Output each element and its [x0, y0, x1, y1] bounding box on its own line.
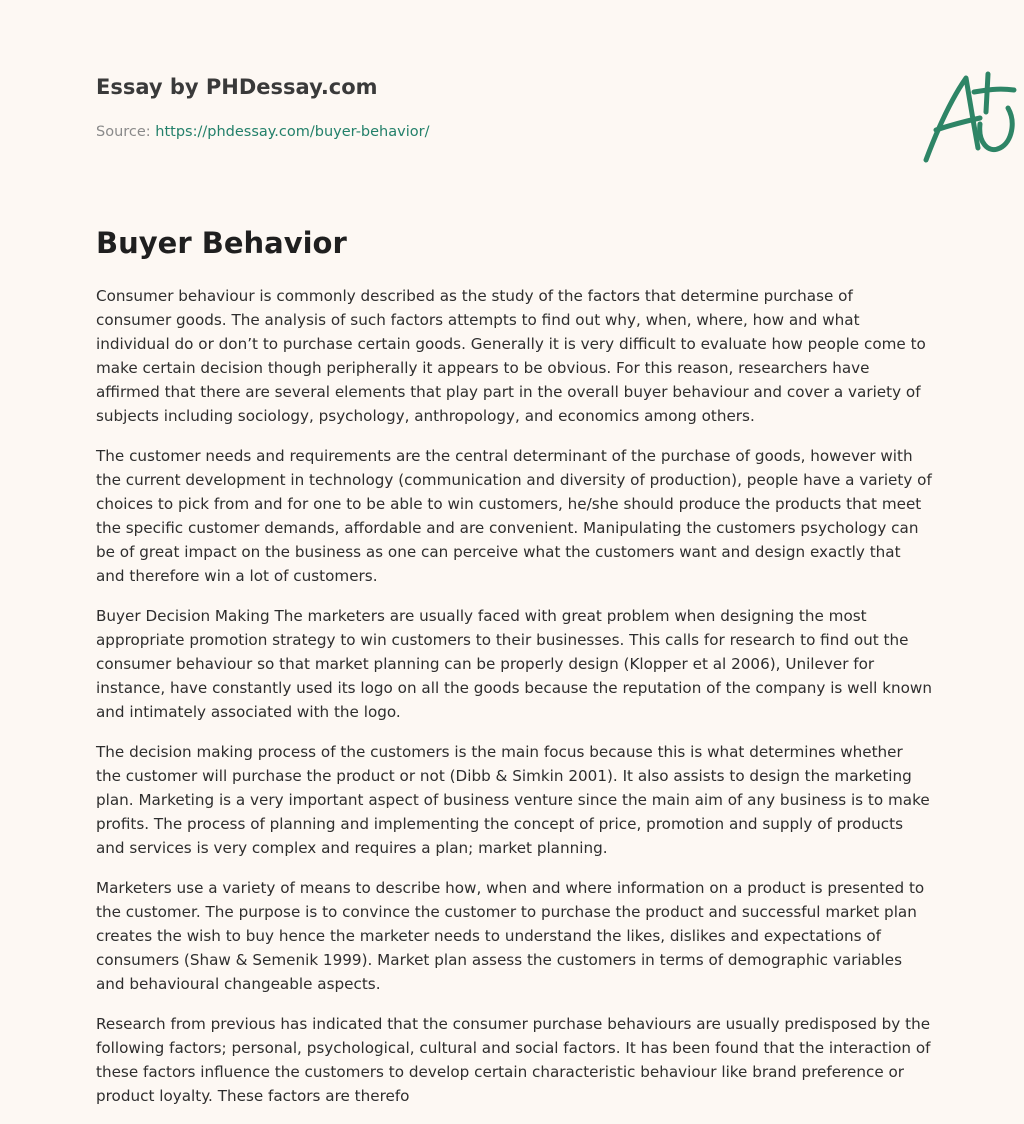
essay-paragraph: The customer needs and requirements are the central determinant of the purchase of goods, however with the current development in technology (communication and diversity of production), people have a variety of choices to pick from and for one to be able to win customers, he/she should produce the products that meet the specific customer demands, affordable and are convenient. Manipulating the customers psychology can be of great impact on the business as one can perceive what the customers want and design exactly that and therefore win a lot of customers. — [96, 447, 932, 585]
source-line — [96, 124, 429, 140]
essay-body — [96, 284, 932, 1124]
source-label: Source: — [96, 124, 156, 140]
essay-paragraph: Research from previous has indicated that the consumer purchase behaviours are usually predisposed by the following factors; personal, psychological, cultural and social factors. It has been found that the interaction of these factors influence the customers to develop certain characteristic behaviour like brand preference or product loyalty. These factors are therefo — [96, 1015, 931, 1105]
essay-title: Buyer Behavior — [96, 226, 347, 260]
essay-paragraph: Consumer behaviour is commonly described as the study of the factors that determine purchase of consumer goods. The analysis of such factors attempts to find out why, when, where, how and what individual do or don’t to purchase certain goods. Generally it is very difficult to evaluate how people come to make certain decision though peripherally it appears to be obvious. For this reason, researchers have affirmed that there are several elements that play part in the overall buyer behaviour and cover a variety of subjects including sociology, psychology, anthropology, and economics among others. — [96, 287, 926, 425]
site-title: Essay by PHDessay.com — [96, 75, 378, 99]
a-plus-logo-icon — [918, 68, 1022, 166]
essay-paragraph: Buyer Decision Making The marketers are usually faced with great problem when designing the most appropriate promotion strategy to win customers to their businesses. This calls for research to find out the consumer behaviour so that market planning can be properly design (Klopper et al 2006), Unilever for instance, have constantly used its logo on all the goods because the reputation of the company is well known and intimately associated with the logo. — [96, 607, 932, 721]
source-link[interactable]: https://phdessay.com/buyer-behavior/ — [155, 124, 430, 140]
essay-paragraph: The decision making process of the customers is the main focus because this is what determines whether the customer will purchase the product or not (Dibb & Simkin 2001). It also assists to design the marketing plan. Marketing is a very important aspect of business venture since the main aim of any business is to make profits. The process of planning and implementing the concept of price, promotion and supply of products and services is very complex and requires a plan; market planning. — [96, 743, 930, 857]
essay-paragraph: Marketers use a variety of means to describe how, when and where information on a product is presented to the customer. The purpose is to convince the customer to purchase the product and successful market plan creates the wish to buy hence the marketer needs to understand the likes, dislikes and expectations of consumers (Shaw & Semenik 1999). Market plan assess the customers in terms of demographic variables and behavioural changeable aspects. — [96, 879, 925, 993]
